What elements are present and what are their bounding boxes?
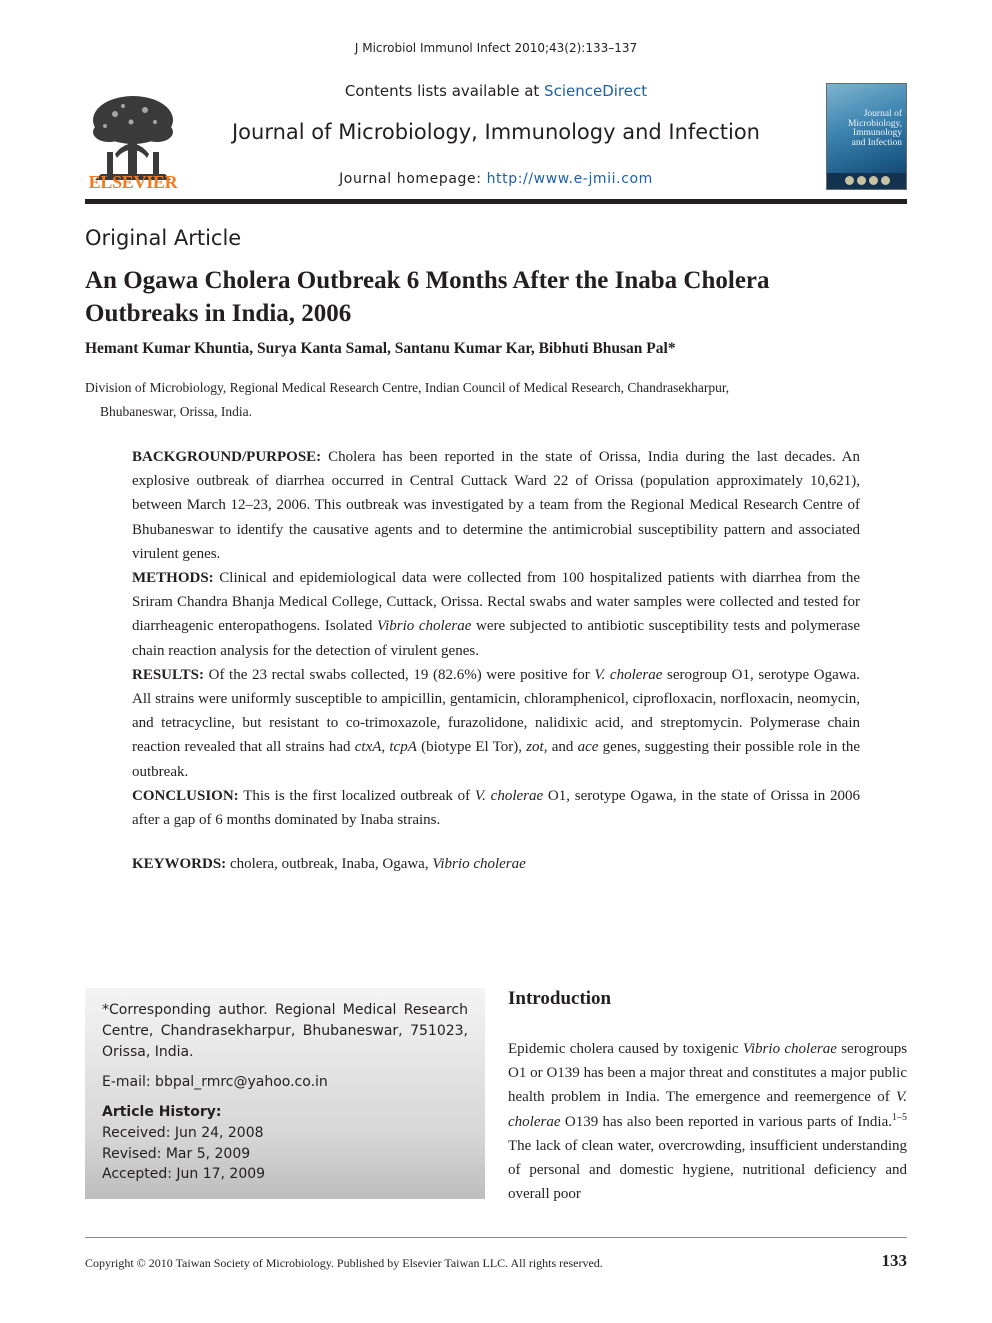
- abstract-methods: METHODS: Clinical and epidemiological data were collected from 100 hospitalized patients with diarrhea from the Sriram Chandra Bhanja Medical College, Cuttack, Orissa. Rectal swabs and water samples were collected and tested for diarrheagenic enteropathogens. Isolated Vibrio cholerae were subjected to antibiotic susceptibility tests and polymerase chain reaction analysis for the detection of virulent genes.: [132, 570, 861, 659]
- cover-title: Journal of Microbiology, Immunology and Infection: [847, 109, 902, 148]
- introduction-paragraph: Epidemic cholera caused by toxigenic Vibrio cholerae serogroups O1 or O139 has been a major threat and constitutes a major public health problem in India. The emergence and reemergence of V. cholerae O139 has also been reported in various parts of India.$^{1-5}$ The lack of clean water, overcrowding, insufficient understanding of personal and domestic hygiene, nutritional deficiency and overall poor: [508, 1041, 908, 1203]
- header-divider: [85, 199, 907, 204]
- journal-name: Journal of Microbiology, Immunology and Infection: [231, 120, 760, 144]
- affiliation-line: Division of Microbiology, Regional Medical Research Centre, Indian Council of Medical Research, Chandrasekharpur,: [85, 380, 730, 395]
- homepage-prefix: Journal homepage:: [339, 171, 487, 187]
- page-number: 133: [881, 1251, 907, 1270]
- article-title: An Ogawa Cholera Outbreak 6 Months After the Inaba Cholera Outbreaks in India, 2006: [85, 267, 770, 327]
- corresponding-author: *Corresponding author. Regional Medical Research Centre, Chandrasekharpur, Bhubaneswar, 751023, Orissa, India.: [102, 1002, 468, 1060]
- copyright-notice: Copyright © 2010 Taiwan Society of Microbiology. Published by Elsevier Taiwan LLC. All rights reserved.: [85, 1256, 603, 1270]
- history-received: Received: Jun 24, 2008: [102, 1125, 264, 1141]
- history-accepted: Accepted: Jun 17, 2009: [102, 1166, 266, 1182]
- sciencedirect-link[interactable]: ScienceDirect: [544, 82, 648, 100]
- abstract: [132, 445, 860, 832]
- cover-dot: [857, 176, 866, 185]
- section-heading-introduction: Introduction: [508, 988, 612, 1009]
- author-list: Hemant Kumar Khuntia, Surya Kanta Samal, Santanu Kumar Kar, Bibhuti Bhusan Pal*: [85, 340, 676, 357]
- cover-band: [827, 173, 906, 189]
- history-revised: Revised: Mar 5, 2009: [102, 1145, 251, 1162]
- footer-divider: [85, 1237, 907, 1238]
- article-history-title: Article History:: [102, 1104, 222, 1120]
- reference-citation[interactable]: 1–5: [892, 1111, 908, 1123]
- abstract-results: RESULTS: Of the 23 rectal swabs collected, 19 (82.6%) were positive for V. cholerae serogroup O1, serotype Ogawa. All strains were uniformly susceptible to ampicillin, gentamicin, chloramphenicol, ciprofloxacin, norfloxacin, neomycin, and tetracycline, but resistant to co-trimoxazole, furazolidone, nalidixic acid, and streptomycin. Polymerase chain reaction revealed that all strains had ctxA, tcpA (biotype El Tor), zot, and ace genes, suggesting their possible role in the outbreak.: [132, 666, 861, 780]
- keywords: KEYWORDS: cholera, outbreak, Inaba, Ogawa, Vibrio cholerae: [132, 856, 526, 872]
- article-info-box: [85, 988, 485, 1199]
- affiliation: [85, 376, 845, 424]
- abstract-conclusion: CONCLUSION: This is the first localized outbreak of V. cholerae O1, serotype Ogawa, in the state of Orissa in 2006 after a gap of 6 months dominated by Inaba strains.: [132, 787, 860, 829]
- author-email[interactable]: E-mail: bbpal_rmrc@yahoo.co.in: [102, 1074, 328, 1090]
- article-type: Original Article: [85, 226, 242, 250]
- journal-citation: J Microbiol Immunol Infect 2010;43(2):133–137: [354, 41, 638, 55]
- cover-dot: [881, 176, 890, 185]
- homepage-link[interactable]: http://www.e-jmii.com: [486, 171, 653, 187]
- cover-dot: [869, 176, 878, 185]
- cover-dot: [845, 176, 854, 185]
- contents-prefix: Contents lists available at: [344, 82, 545, 100]
- abstract-background: BACKGROUND/PURPOSE: Cholera has been reported in the state of Orissa, India during the last decades. An explosive outbreak of diarrhea occurred in Central Cuttack Ward 22 of Orissa (population approximately 10,621), between March 12–23, 2006. This outbreak was investigated by a team from the Regional Medical Research Centre of Bhubaneswar to identify the causative agents and to determine the antimicrobial susceptibility pattern and associated virulent genes.: [132, 449, 861, 562]
- affiliation-line: Bhubaneswar, Orissa, India.: [100, 404, 253, 419]
- elsevier-wordmark: ELSEVIER: [88, 172, 178, 192]
- journal-cover-icon: [826, 83, 907, 190]
